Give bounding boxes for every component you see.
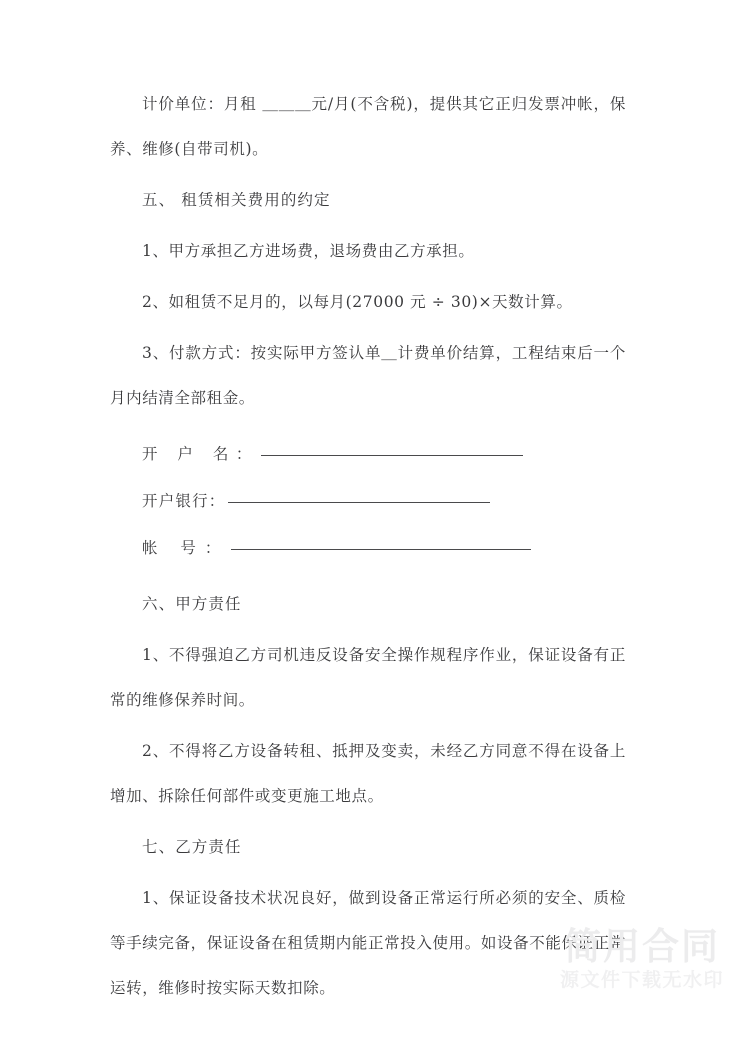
field-label-account-name: 开 户 名： <box>142 445 259 463</box>
paragraph-spacer <box>110 421 626 431</box>
paragraph-section-five-item-1: 1、甲方承担乙方进场费，退场费由乙方承担。 <box>142 242 475 260</box>
paragraph-section-six-item-2: 2、不得将乙方设备转租、抵押及变卖，未经乙方同意不得在设备上增加、拆除任何部件或变更施工地点。 <box>110 742 626 805</box>
field-label-account-number: 帐 号： <box>142 539 230 557</box>
field-row-account-name <box>110 431 626 478</box>
paragraph-section-five-item-2: 2、如租赁不足月的，以每月(27000 元 ÷ 30)×天数计算。 <box>142 293 573 311</box>
watermark-subtitle: 源文件下载无水印 <box>559 969 724 992</box>
paragraph-section-five-item-3: 3、付款方式：按实际甲方签认单＿计费单价结算，工程结束后一个月内结清全部租金。 <box>110 344 626 407</box>
paragraph-section-six-item-1: 1、不得强迫乙方司机违反设备安全操作规程序作业，保证设备有正常的维修保养时间。 <box>110 646 626 709</box>
field-row-account-bank <box>110 478 626 525</box>
watermark-title: 简用合同 <box>563 925 720 969</box>
heading-section-seven: 七、乙方责任 <box>142 838 242 856</box>
document-body <box>110 82 626 1011</box>
field-label-account-bank: 开户银行： <box>142 492 226 510</box>
field-blank-account-name[interactable] <box>261 455 523 456</box>
paragraph-spacer <box>110 572 626 582</box>
field-row-account-number <box>110 525 626 572</box>
field-blank-account-bank[interactable] <box>228 502 490 503</box>
paragraph-section-seven-item-1: 1、保证设备技术状况良好，做到设备正常运行所必须的安全、质检等手续完备，保证设备在租赁期内能正常投入使用。如设备不能保证正常运转，维修时按实际天数扣除。 <box>110 889 626 997</box>
heading-section-six: 六、甲方责任 <box>142 595 242 613</box>
field-blank-account-number[interactable] <box>231 549 531 550</box>
heading-section-five: 五、 租赁相关费用的约定 <box>142 191 331 209</box>
paragraph-pricing-unit: 计价单位：月租 ＿＿＿元/月(不含税)，提供其它正归发票冲帐，保养、维修(自带司机)。 <box>110 95 626 158</box>
